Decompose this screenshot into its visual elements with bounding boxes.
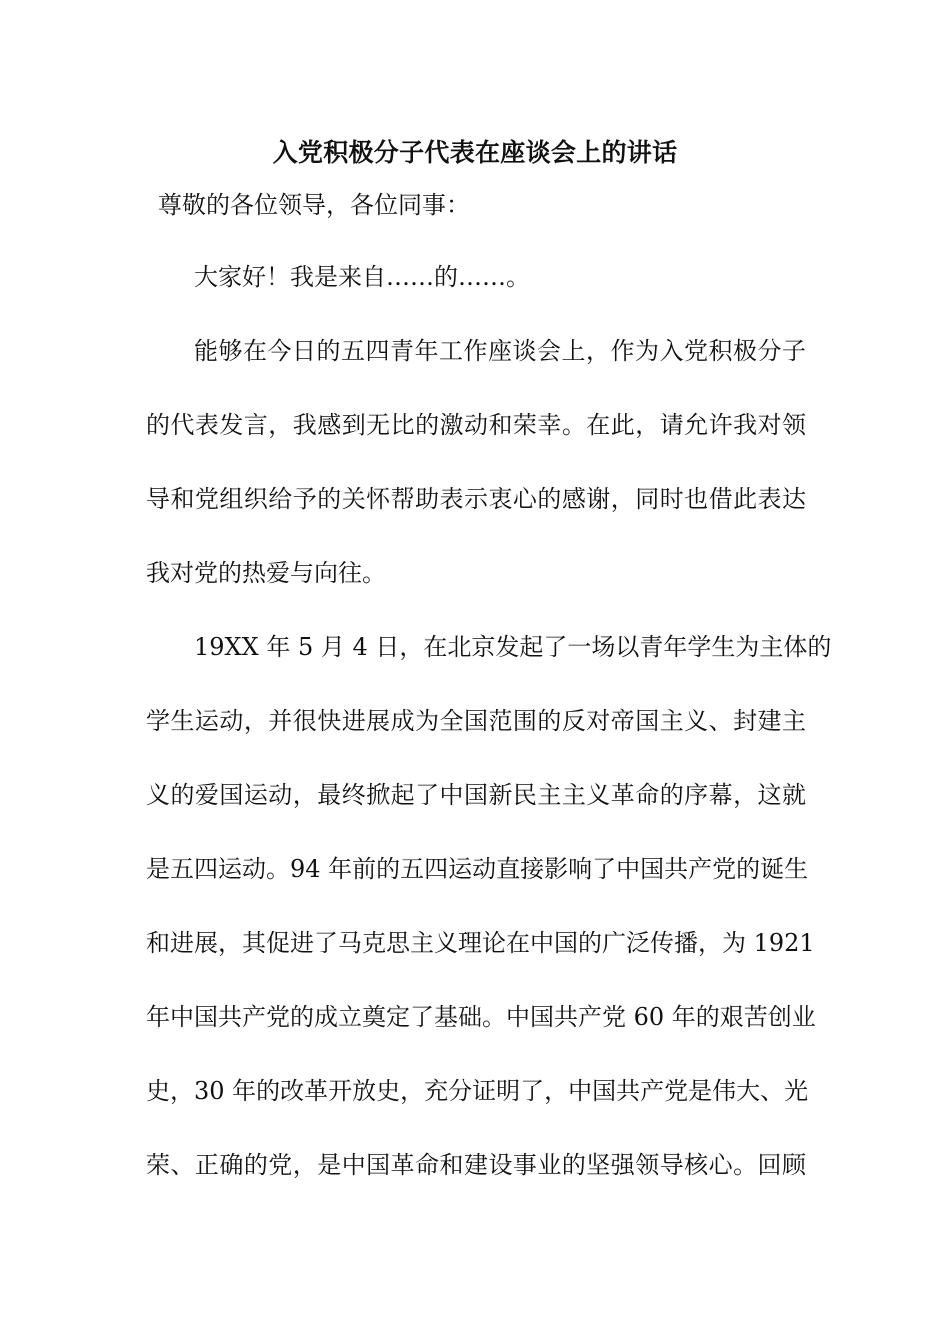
paragraph-line: 史，30 年的改革开放史，充分证明了，中国共产党是伟大、光 (146, 1077, 809, 1105)
paragraph-line: 大家好！我是来自……的……。 (194, 263, 530, 291)
document-title: 入党积极分子代表在座谈会上的讲话 (272, 138, 678, 167)
paragraph-line: 年中国共产党的成立奠定了基础。中国共产党 60 年的艰苦创业 (146, 1003, 816, 1031)
paragraph-line: 荣、正确的党，是中国革命和建设事业的坚强领导核心。回顾 (146, 1151, 806, 1179)
paragraph-history (146, 627, 832, 1219)
paragraph-line: 19XX 年 5 月 4 日，在北京发起了一场以青年学生为主体的 (194, 633, 832, 661)
paragraph-line: 导和党组织给予的关怀帮助表示衷心的感谢，同时也借此表达 (146, 485, 806, 513)
paragraph-line: 我对党的热爱与向往。 (146, 559, 386, 587)
paragraph-intro (146, 331, 806, 627)
paragraph-line: 学生运动，并很快进展成为全国范围的反对帝国主义、封建主 (146, 707, 806, 735)
paragraph-line: 和进展，其促进了马克思主义理论在中国的广泛传播，为 1921 (146, 929, 815, 957)
paragraph-line: 的代表发言，我感到无比的激动和荣幸。在此，请允许我对领 (146, 411, 806, 439)
paragraph-line: 是五四运动。94 年前的五四运动直接影响了中国共产党的诞生 (146, 855, 809, 883)
paragraph-line: 义的爱国运动，最终掀起了中国新民主主义革命的序幕，这就 (146, 781, 806, 809)
paragraph-line: 能够在今日的五四青年工作座谈会上，作为入党积极分子 (194, 337, 806, 365)
document-body (146, 257, 832, 1219)
paragraph-greeting (146, 257, 806, 331)
salutation: 尊敬的各位领导，各位同事： (158, 191, 470, 219)
